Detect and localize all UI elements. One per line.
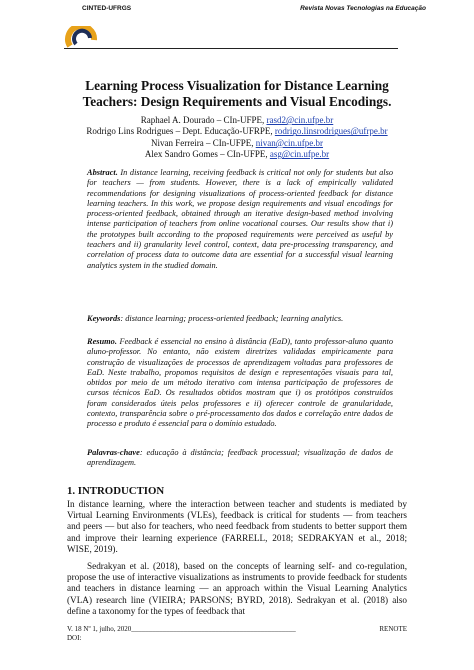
- page-footer: [67, 625, 407, 642]
- author-line: [20, 138, 454, 149]
- intro-paragraph-1: In distance learning, where the interaction between teacher and students is mediated by Virtual Learning Environments (VLEs), feedback is critical for students — from teachers and peers — but also for teachers, who need feedback from students to better support them and improve their learning experience (FARRELL, 2018; SEDRAKYAN et al., 2018; WISE, 2019).: [67, 499, 407, 554]
- journal-header-left: CINTED-UFRGS: [82, 5, 132, 12]
- footer-volume: V. 18 Nº 1, julho, 2020_______________________________________________: [67, 625, 296, 633]
- author-affiliation: Nivan Ferreira – CIn-UFPE,: [150, 137, 256, 148]
- author-affiliation: Rodrigo Lins Rodrigues – Dept. Educação-UFRPE,: [86, 126, 275, 137]
- header-divider: [64, 48, 398, 49]
- resumo-label: Resumo.: [87, 337, 117, 346]
- author-email-link[interactable]: asg@cin.ufpe.br: [269, 149, 330, 160]
- abstract-paragraph: [87, 168, 393, 271]
- title-line-1: Learning Process Visualization for Distance Learning: [85, 78, 389, 93]
- abstract-label: Abstract.: [87, 168, 118, 177]
- intro-paragraph-2: Sedrakyan et al. (2018), based on the concepts of learning self- and co-regulation, propose the use of interactive visualizations as instruments to provide feedback for students and teachers in distance learning — an approach within the Visual Learning Analytics (VLA) research line (VIEIRA; PARSONS; BYRD, 2018). Sedrakyan et al. (2018) also define a taxonomy for the types of feedback that: [67, 561, 407, 616]
- keywords-paragraph: [87, 314, 393, 324]
- cinted-logo-icon: [64, 26, 106, 54]
- author-list: [20, 115, 454, 161]
- author-line: [20, 149, 454, 160]
- author-email-link[interactable]: rasd2@cin.ufpe.br: [266, 115, 334, 125]
- footer-journal: RENOTE: [379, 625, 407, 633]
- palavras-chave-label: Palavras-chave: [87, 448, 140, 457]
- palavras-chave-paragraph: [87, 448, 393, 469]
- section-heading: 1. INTRODUCTION: [67, 485, 165, 497]
- author-affiliation: Alex Sandro Gomes – CIn-UFPE,: [144, 149, 270, 160]
- resumo-text: Feedback é essencial no ensino à distância (EaD), tanto professor-aluno quanto aluno-professor. No entanto, não existem diretrizes validadas empiricamente para construção de visualizações de processos de aprendizagem voltadas para professores de EaD. Neste trabalho, propomos requisitos de design e representações visuais para tal, obtidos por meio de um método iterativo com intensa participação de professores de cursos técnicos EaD. Os resultados obtidos mostram que i) os protótipos construídos foram considerados úteis pelos professores e ii) oferecer controle de granularidade, contexto, transparência sobre o pré-processamento dos dados e correlação entre dados de processo e produto é essencial para o domínio estudado.: [87, 337, 393, 429]
- title-line-2: Teachers: Design Requirements and Visual Encodings.: [82, 94, 392, 109]
- author-email-link[interactable]: rodrigo.linsrodrigues@ufrpe.br: [274, 126, 388, 137]
- author-line: [20, 126, 454, 137]
- author-line: [20, 115, 454, 126]
- abstract-text: In distance learning, receiving feedback is critical not only for students but also for teachers — from students. However, there is a lack of empirically validated recommendations for designing visualizations of process-oriented feedback for distance learning teachers. In this work, we propose design requirements and visual encodings for process-oriented feedback, obtained through an iterative design-based method involving intense participation of teachers from online vocational courses. Our results show that i) the prototypes built according to the proposed requirements were perceived as useful by teachers and ii) granularity level control, context, data pre-processing transparency, and correlation of process data to outcome data are essential for a successful visual learning analytics system in the studied domain.: [87, 168, 393, 270]
- author-affiliation: Raphael A. Dourado – CIn-UFPE,: [140, 115, 267, 125]
- resumo-paragraph: [87, 337, 393, 430]
- paper-title: [40, 78, 434, 110]
- keywords-text: : distance learning; process-oriented feedback; learning analytics.: [120, 314, 344, 323]
- journal-header-right: Revista Novas Tecnologias na Educação: [300, 5, 426, 12]
- palavras-chave-text: : educação à distância; feedback processual; visualização de dados de aprendizagem.: [87, 448, 393, 468]
- footer-doi: DOI:: [67, 633, 82, 642]
- keywords-label: Keywords: [87, 314, 121, 323]
- author-email-link[interactable]: nivan@cin.ufpe.br: [255, 137, 323, 148]
